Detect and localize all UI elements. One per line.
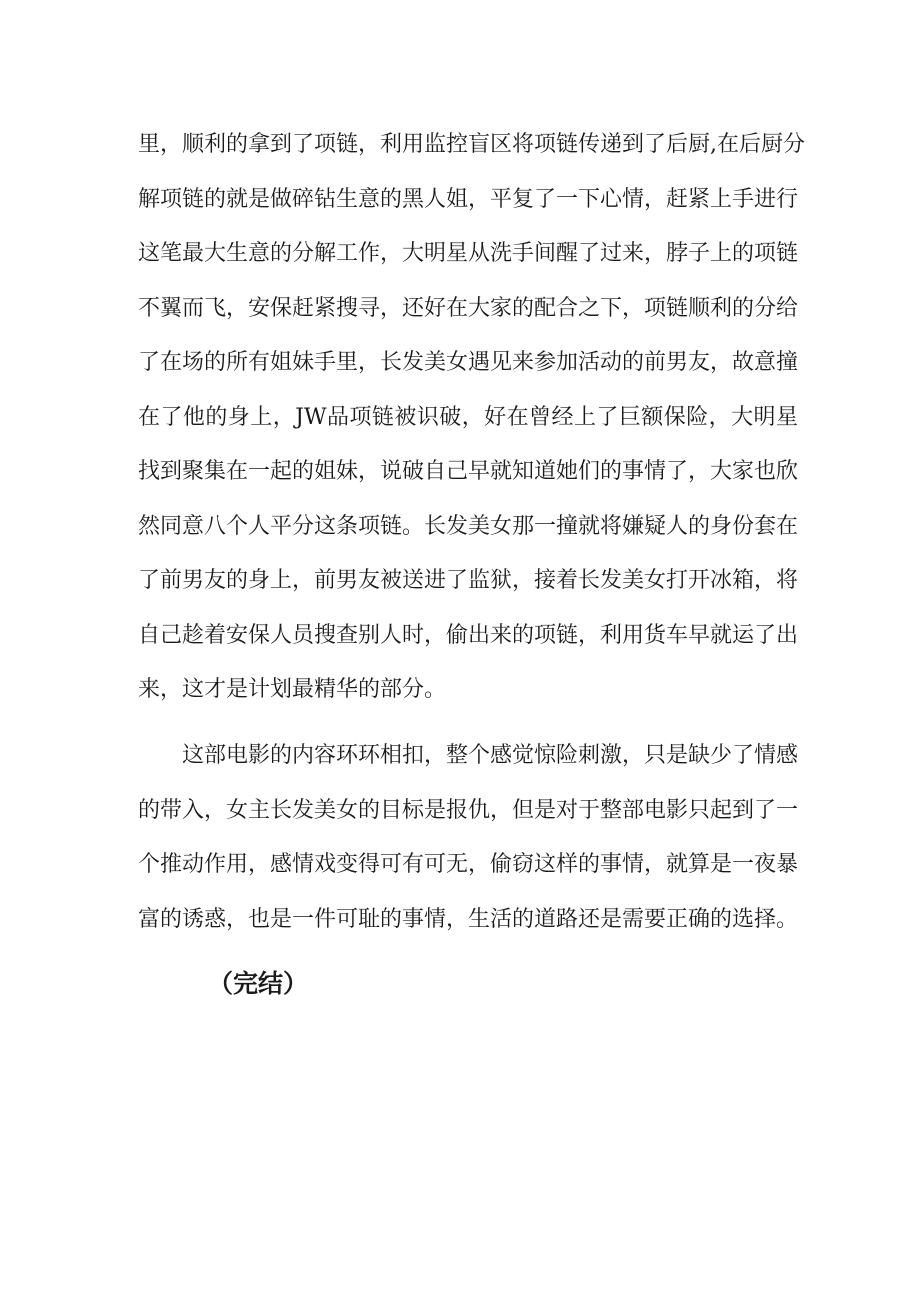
- paragraph-line: 这笔最大生意的分解工作，大明星从洗手间醒了过来，脖子上的项链: [138, 241, 799, 266]
- paragraph-1: [138, 118, 805, 718]
- paragraph-line: 解项链的就是做碎钻生意的黑人姐，平复了一下心情，赶紧上手进行: [138, 186, 799, 212]
- paragraph-line: 了前男友的身上，前男友被送进了监狱，接着长发美女打开冰箱，将: [138, 568, 799, 593]
- paragraph-line: 里，顺利的拿到了项链，利用监控盲区将项链传递到了后厨,在后厨分: [138, 132, 805, 157]
- paragraph-line: 富的诱惑，也是一件可耻的事情，生活的道路还是需要正确的选择。: [138, 906, 799, 932]
- paragraph-line: 不翼而飞，安保赶紧搜寻，还好在大家的配合之下，项链顺利的分给: [138, 295, 799, 321]
- paragraph-line: 这部电影的内容环环相扣，整个感觉惊险刺激，只是缺少了情感: [182, 743, 799, 768]
- ending-note: （完结）: [208, 969, 309, 998]
- paragraph-line: 了在场的所有姐妹手里，长发美女遇见来参加活动的前男友，故意撞: [138, 350, 799, 375]
- paragraph-line: 来，这才是计划最精华的部分。: [138, 677, 447, 702]
- paragraph-line: 自己趁着安保人员搜查别人时，偷出来的项链，利用货车早就运了出: [138, 622, 799, 648]
- paragraph-line: 的带入，女主长发美女的目标是报仇，但是对于整部电影只起到了一: [138, 797, 799, 823]
- paragraph-line: 在了他的身上，JW品项链被识破，好在曾经上了巨额保险，大明星: [138, 404, 798, 430]
- paragraph-line: 个推动作用，感情戏变得可有可无，偷窃这样的事情，就算是一夜暴: [138, 852, 799, 877]
- paragraph-line: 找到聚集在一起的姐妹，说破自己早就知道她们的事情了，大家也欣: [138, 459, 799, 484]
- paragraph-line: 然同意八个人平分这条项链。长发美女那一撞就将嫌疑人的身份套在: [138, 513, 799, 539]
- paragraph-2: [138, 729, 798, 947]
